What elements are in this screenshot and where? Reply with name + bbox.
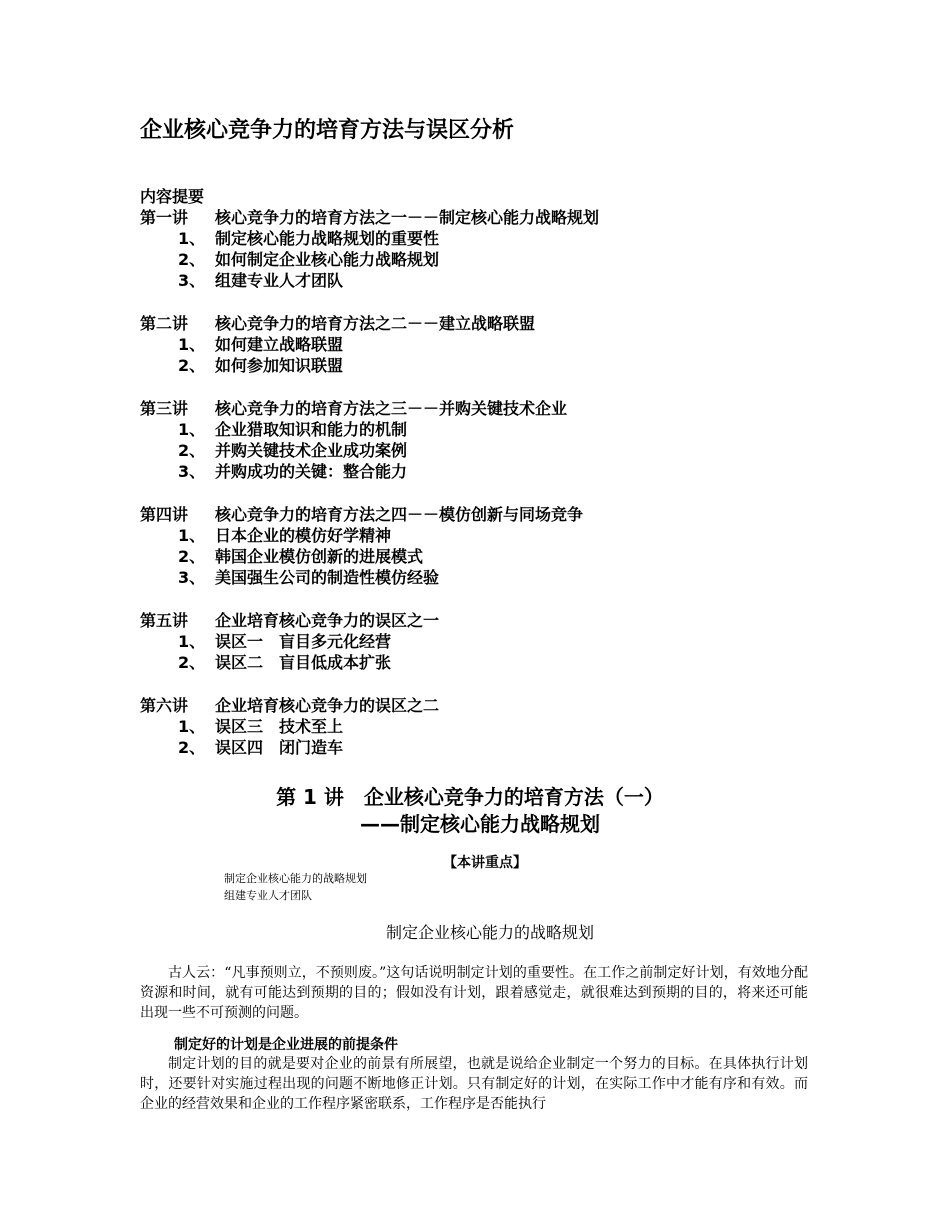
item-text: 美国强生公司的制造性模仿经验 bbox=[215, 568, 440, 587]
item-text: 误区二 盲目低成本扩张 bbox=[215, 653, 392, 672]
document-title: 企业核心竞争力的培育方法与误区分析 bbox=[140, 118, 515, 143]
lecture-number: 第二讲 bbox=[140, 314, 189, 333]
item-text: 韩国企业模仿创新的进展模式 bbox=[215, 547, 424, 566]
lecture-title: 核心竞争力的培育方法之四－－模仿创新与同场竞争 bbox=[215, 505, 584, 524]
toc-heading: 内容提要 bbox=[140, 187, 205, 206]
item-index: 2、 bbox=[178, 547, 206, 566]
item-index: 1、 bbox=[178, 229, 206, 248]
toc-lecture-1 bbox=[140, 207, 840, 291]
item-index: 2、 bbox=[178, 356, 206, 375]
item-index: 3、 bbox=[178, 568, 206, 587]
item-text: 如何建立战略联盟 bbox=[215, 335, 344, 354]
lecture-title: 企业培育核心竞争力的误区之二 bbox=[215, 696, 440, 715]
section-title: 制定企业核心能力的战略规划 bbox=[385, 923, 594, 942]
lecture-number: 第五讲 bbox=[140, 611, 189, 630]
item-text: 企业猎取知识和能力的机制 bbox=[215, 420, 408, 439]
item-text: 误区四 闭门造车 bbox=[215, 738, 344, 757]
item-text: 如何参加知识联盟 bbox=[215, 356, 344, 375]
lecture-1-subheading: ——制定核心能力战略规划 bbox=[360, 812, 600, 836]
item-text: 日本企业的模仿好学精神 bbox=[215, 526, 392, 545]
toc-lecture-3 bbox=[140, 398, 840, 482]
item-text: 制定核心能力战略规划的重要性 bbox=[215, 229, 440, 248]
lecture-title: 核心竞争力的培育方法之一－－制定核心能力战略规划 bbox=[215, 208, 600, 227]
body-paragraph: 古人云：“凡事预则立，不预则废。”这句话说明制定计划的重要性。在工作之前制定好计划，有效地分配资源和时间，就有可能达到预期的目的；假如没有计划，跟着感觉走，就很难达到预期的目的，将来还可能出现一些不可预测的问题。 bbox=[140, 965, 808, 1021]
item-text: 如何制定企业核心能力战略规划 bbox=[215, 250, 440, 269]
item-index: 2、 bbox=[178, 441, 206, 460]
lecture-1-heading: 第 1 讲 企业核心竞争力的培育方法（一） bbox=[276, 785, 664, 809]
item-text: 组建专业人才团队 bbox=[215, 271, 344, 290]
item-index: 2、 bbox=[178, 653, 206, 672]
toc-lecture-6 bbox=[140, 695, 840, 758]
lecture-title: 核心竞争力的培育方法之二－－建立战略联盟 bbox=[215, 314, 536, 333]
body-paragraph: 制定计划的目的就是要对企业的前景有所展望，也就是说给企业制定一个努力的目标。在具体执行计划时，还要针对实施过程出现的问题不断地修正计划。只有制定好的计划，在实际工作中才能有序和有效。而企业的经营效果和企业的工作程序紧密联系，工作程序是否能执行 bbox=[140, 1056, 808, 1112]
focus-item: 组建专业人才团队 bbox=[224, 889, 312, 902]
item-index: 3、 bbox=[178, 462, 206, 481]
toc-lecture-2 bbox=[140, 313, 840, 376]
item-text: 误区一 盲目多元化经营 bbox=[215, 632, 392, 651]
focus-item: 制定企业核心能力的战略规划 bbox=[224, 872, 367, 885]
focus-list bbox=[224, 870, 367, 904]
item-index: 2、 bbox=[178, 738, 206, 757]
subheading: 制定好的计划是企业进展的前提条件 bbox=[174, 1037, 398, 1053]
item-text: 并购成功的关键：整合能力 bbox=[215, 462, 408, 481]
lecture-title: 企业培育核心竞争力的误区之一 bbox=[215, 611, 440, 630]
lecture-number: 第一讲 bbox=[140, 208, 189, 227]
item-index: 2、 bbox=[178, 250, 206, 269]
table-of-contents bbox=[140, 186, 840, 758]
lecture-number: 第六讲 bbox=[140, 696, 189, 715]
focus-heading: 【本讲重点】 bbox=[443, 855, 527, 871]
lecture-title: 核心竞争力的培育方法之三－－并购关键技术企业 bbox=[215, 399, 568, 418]
lecture-number: 第三讲 bbox=[140, 399, 189, 418]
item-index: 3、 bbox=[178, 271, 206, 290]
item-index: 1、 bbox=[178, 526, 206, 545]
lecture-number: 第四讲 bbox=[140, 505, 189, 524]
item-index: 1、 bbox=[178, 335, 206, 354]
item-text: 并购关键技术企业成功案例 bbox=[215, 441, 408, 460]
item-index: 1、 bbox=[178, 632, 206, 651]
toc-lecture-5 bbox=[140, 610, 840, 673]
toc-lecture-4 bbox=[140, 504, 840, 588]
item-index: 1、 bbox=[178, 420, 206, 439]
item-text: 误区三 技术至上 bbox=[215, 717, 344, 736]
item-index: 1、 bbox=[178, 717, 206, 736]
